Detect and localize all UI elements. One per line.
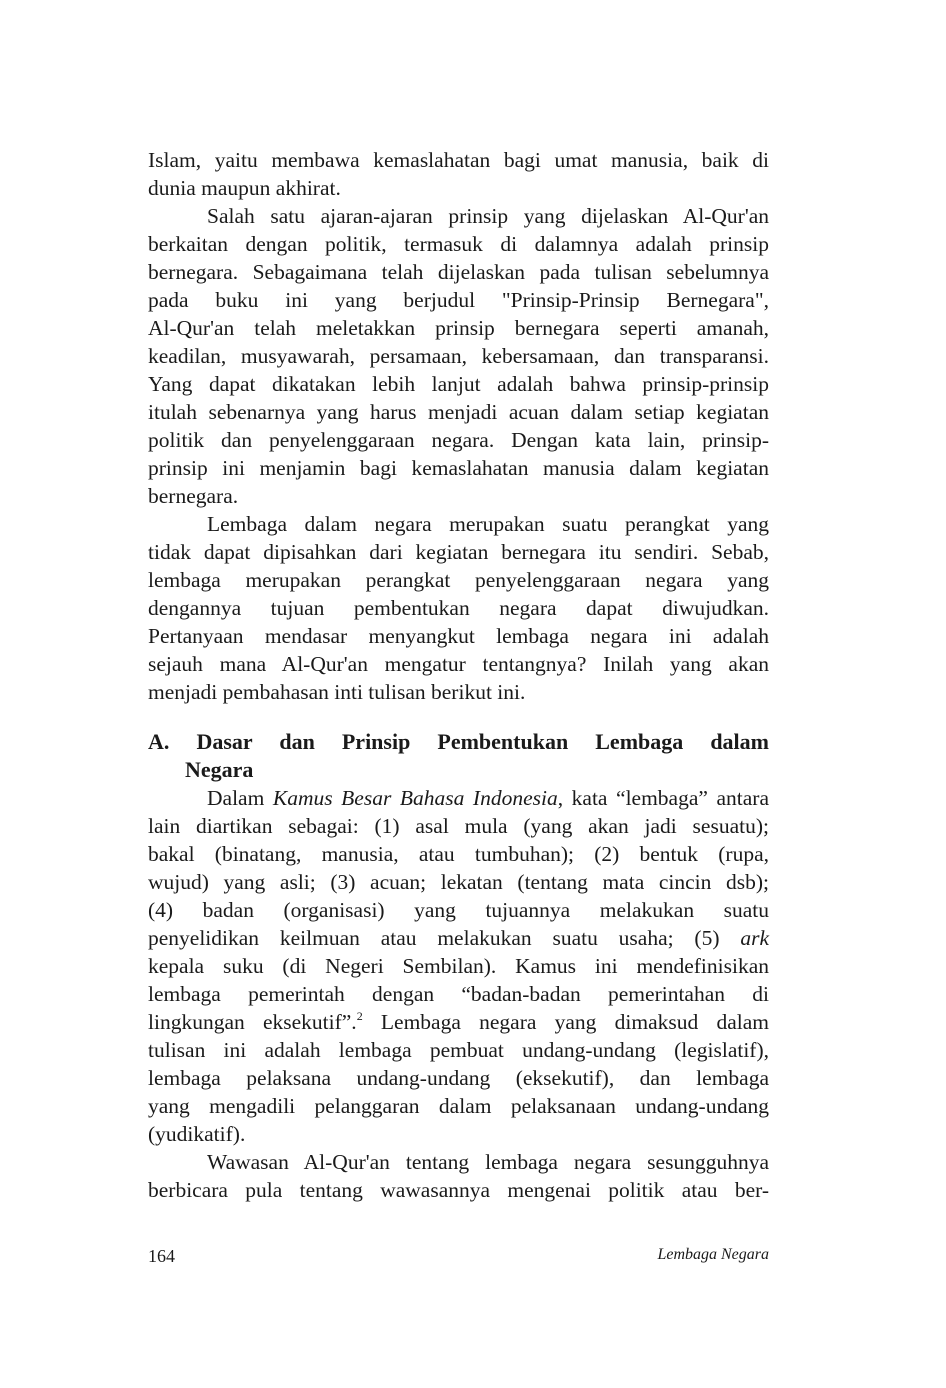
text-line	[148, 784, 769, 812]
text-line: Al-Qur'an telah meletakkan prinsip bernegara seperti amanah,	[148, 316, 769, 340]
text-line: bernegara. Sebagaimana telah dijelaskan pada tulisan sebelumnya	[148, 260, 769, 284]
text-line: Yang dapat dikatakan lebih lanjut adalah bahwa prinsip-prinsip	[148, 372, 769, 396]
paragraphs-after-heading	[148, 784, 769, 1204]
text-span: Dalam	[207, 786, 273, 810]
text-line: lain diartikan sebagai: (1) asal mula (yang akan jadi sesuatu);	[148, 814, 769, 838]
text-line: kepala suku (di Negeri Sembilan). Kamus ini mendefinisikan	[148, 954, 769, 978]
footnote-ref: 2	[356, 1009, 363, 1023]
text-line: bernegara.	[148, 484, 239, 508]
text-line	[148, 1008, 769, 1036]
text-line	[148, 924, 769, 952]
text-span: , kata “lembaga” antara	[557, 786, 770, 810]
text-line: lembaga merupakan perangkat penyelenggaraan negara yang	[148, 568, 769, 592]
text-line: Pertanyaan mendasar menyangkut lembaga negara ini adalah	[148, 624, 769, 648]
text-line: (4) badan (organisasi) yang tujuannya melakukan suatu	[148, 898, 769, 922]
text-line: sejauh mana Al-Qur'an mengatur tentangnya? Inilah yang akan	[148, 652, 769, 676]
body-text	[148, 146, 769, 1204]
running-title: Lembaga Negara	[657, 1246, 769, 1263]
text-line: berkaitan dengan politik, termasuk di dalamnya adalah prinsip	[148, 232, 769, 256]
text-line: Salah satu ajaran-ajaran prinsip yang dijelaskan Al-Qur'an	[207, 204, 769, 228]
text-line: tidak dapat dipisahkan dari kegiatan bernegara itu sendiri. Sebab,	[148, 540, 769, 564]
text-line: dunia maupun akhirat.	[148, 176, 341, 200]
section-heading-line-1: A. Dasar dan Prinsip Pembentukan Lembaga dalam	[148, 729, 769, 754]
text-line: wujud) yang asli; (3) acuan; lekatan (tentang mata cincin dsb);	[148, 870, 769, 894]
text-line: lembaga pemerintah dengan “badan-badan pemerintahan di	[148, 982, 769, 1006]
text-line: menjadi pembahasan inti tulisan berikut ini.	[148, 680, 526, 704]
text-line: (yudikatif).	[148, 1122, 246, 1146]
text-line: bakal (binatang, manusia, atau tumbuhan); (2) bentuk (rupa,	[148, 842, 769, 866]
text-span: Kamus Besar Bahasa Indonesia	[272, 786, 558, 810]
text-line: politik dan penyelenggaraan negara. Dengan kata lain, prinsip-	[148, 428, 769, 452]
text-line: yang mengadili pelanggaran dalam pelaksanaan undang-undang	[148, 1094, 769, 1118]
paragraphs-before-heading	[148, 146, 769, 706]
text-line: prinsip ini menjamin bagi kemaslahatan manusia dalam kegiatan	[148, 456, 769, 480]
text-line: Lembaga dalam negara merupakan suatu perangkat yang	[207, 512, 769, 536]
text-line: lembaga pelaksana undang-undang (eksekutif), dan lembaga	[148, 1066, 769, 1090]
text-span: ark	[740, 926, 769, 950]
text-line: pada buku ini yang berjudul "Prinsip-Prinsip Bernegara",	[148, 288, 769, 312]
text-line: Wawasan Al-Qur'an tentang lembaga negara sesungguhnya	[207, 1150, 769, 1174]
text-span: lingkungan eksekutif”.	[148, 1010, 357, 1034]
text-line: tulisan ini adalah lembaga pembuat undang-undang (legislatif),	[148, 1038, 769, 1062]
text-line: berbicara pula tentang wawasannya mengenai politik atau ber-	[148, 1178, 769, 1202]
text-span: penyelidikan keilmuan atau melakukan suatu usaha; (5)	[148, 926, 741, 950]
text-line: dengannya tujuan pembentukan negara dapat diwujudkan.	[148, 596, 769, 620]
page-footer	[148, 1246, 769, 1267]
text-line: Islam, yaitu membawa kemaslahatan bagi umat manusia, baik di	[148, 148, 769, 172]
text-span: Lembaga negara yang dimaksud dalam	[362, 1010, 769, 1034]
text-line: itulah sebenarnya yang harus menjadi acuan dalam setiap kegiatan	[148, 400, 769, 424]
section-heading-line-2: Negara	[185, 757, 254, 782]
text-line: keadilan, musyawarah, persamaan, kebersamaan, dan transparansi.	[148, 344, 769, 368]
page-number: 164	[148, 1246, 175, 1266]
